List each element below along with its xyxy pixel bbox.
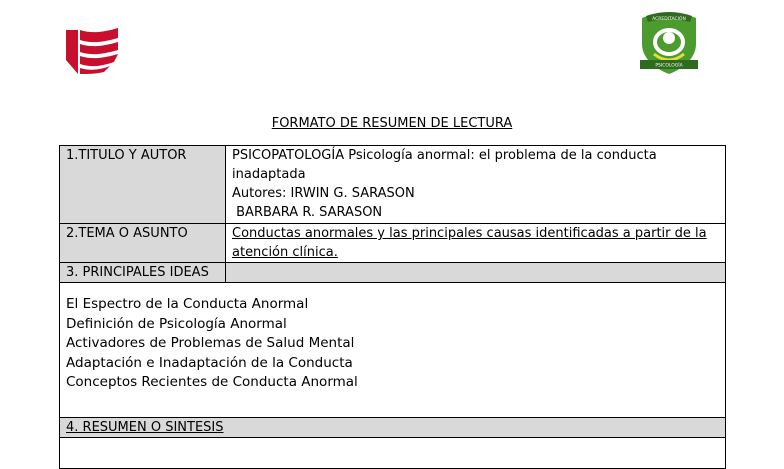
value-tema: [226, 224, 726, 263]
tema-line-1: Conductas anormales y las principales causas identificadas a partir de la: [232, 226, 707, 241]
idea-item: Conceptos Recientes de Conducta Anormal: [66, 374, 358, 390]
row-tema: [60, 224, 726, 263]
ideas-header-fill: [226, 263, 726, 283]
titulo-line-3: Autores: IRWIN G. SARASON: [232, 186, 415, 201]
label-tema: 2.TEMA O ASUNTO: [60, 224, 226, 263]
badge-top-text: ACREDITACIÓN: [652, 17, 686, 22]
idea-item: Definición de Psicología Anormal: [66, 315, 287, 332]
accreditation-badge-logo: [636, 8, 702, 78]
value-titulo: [226, 146, 726, 224]
row-titulo: [60, 146, 726, 224]
label-ideas: 3. PRINCIPALES IDEAS: [60, 263, 226, 283]
row-ideas-body: [60, 283, 726, 418]
row-ideas-header: [60, 263, 726, 283]
resumen-body: [60, 438, 726, 469]
label-resumen: [60, 418, 726, 438]
titulo-line-1: PSICOPATOLOGÍA Psicología anormal: el problema de la conducta: [232, 148, 657, 163]
titulo-line-2: inadaptada: [232, 167, 306, 182]
idea-item: Adaptación e Inadaptación de la Conducta: [66, 354, 353, 371]
row-resumen-header: [60, 418, 726, 438]
idea-item: El Espectro de la Conducta Anormal: [66, 296, 309, 312]
page-title: FORMATO DE RESUMEN DE LECTURA: [271, 116, 513, 131]
resumen-label-text: 4. RESUMEN O SINTESIS: [66, 420, 224, 435]
titulo-line-4: BARBARA R. SARASON: [232, 205, 383, 220]
ideas-list: [60, 283, 726, 418]
badge-bottom-text: PSICOLOGÍA: [655, 63, 683, 69]
idea-item: Activadores de Problemas de Salud Mental: [66, 335, 355, 351]
university-shield-logo: [64, 26, 120, 76]
label-titulo: 1.TITULO Y AUTOR: [60, 146, 226, 224]
tema-line-2: atención clínica.: [232, 245, 338, 260]
row-resumen-body: [60, 438, 726, 469]
summary-table: [59, 145, 726, 469]
